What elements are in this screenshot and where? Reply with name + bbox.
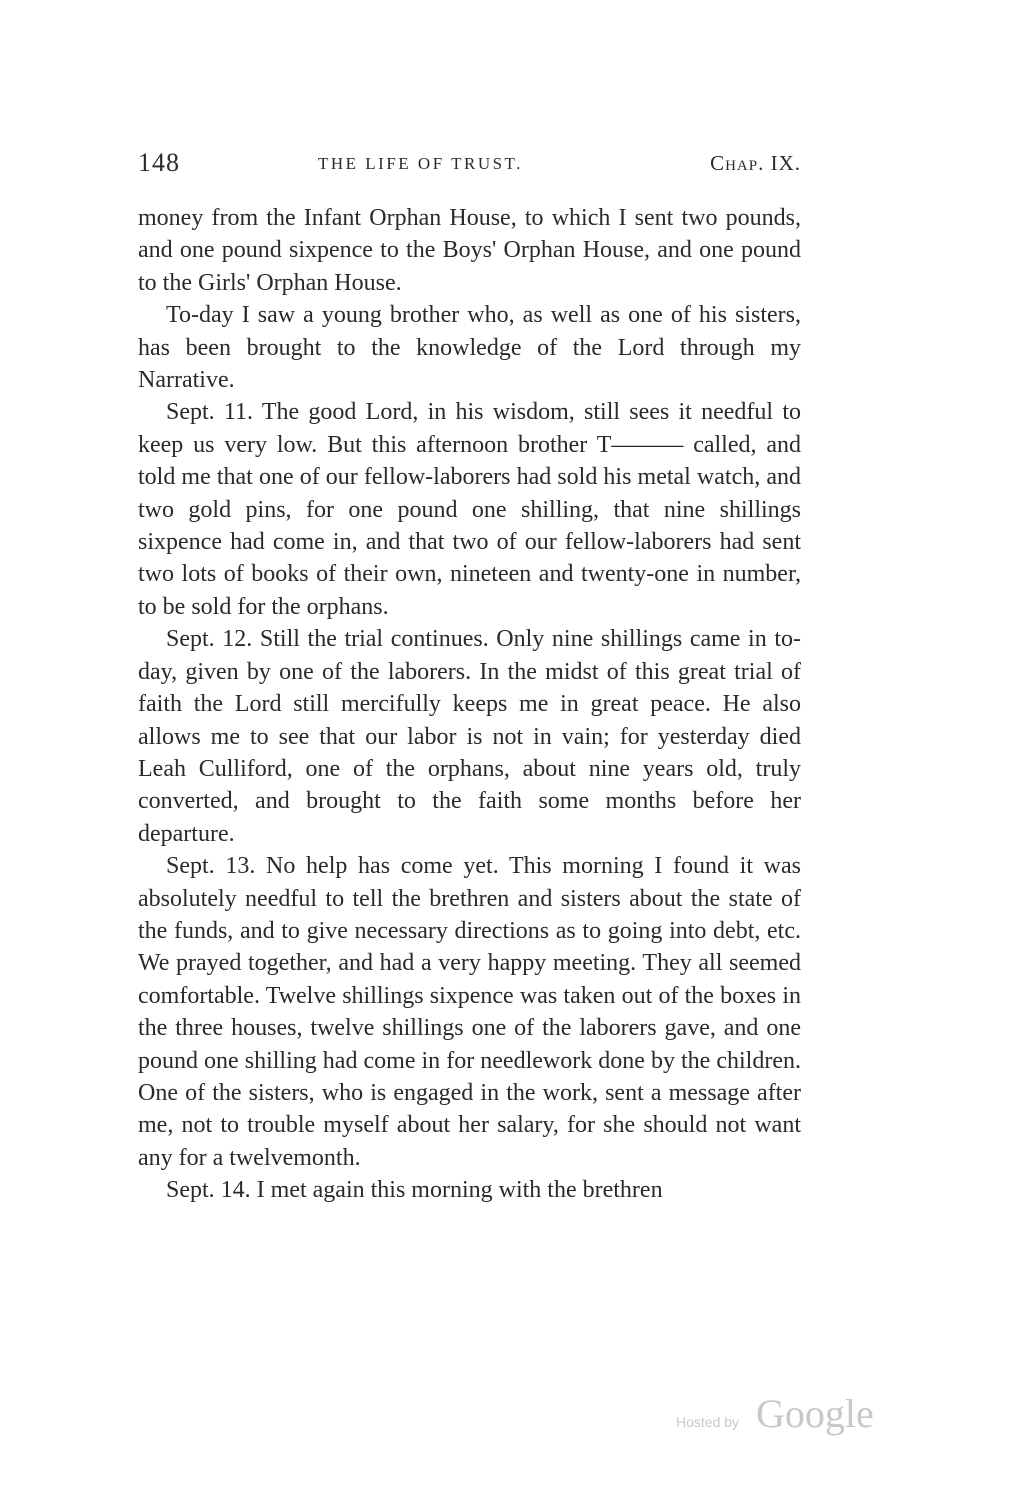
chapter-label: Chap. IX. xyxy=(710,151,801,175)
paragraph-sept-14: Sept. 14. I met again this morning with the brethren xyxy=(166,1177,663,1204)
body-text xyxy=(138,202,801,1207)
paragraph-continued: money from the Infant Orphan House, to which I sent two pounds, and one pound sixpence to the Boys' Orphan House, and one pound to the Girls' Orphan House. xyxy=(138,205,801,296)
hosted-by-watermark xyxy=(676,1390,886,1440)
watermark-hosted-text: Hosted by xyxy=(676,1414,740,1430)
paragraph-sept-12: Sept. 12. Still the trial continues. Only nine shillings came in to-day, given by one of the laborers. In the midst of this great trial of faith the Lord still mercifully keeps me in great peace. He also allows me to see that our labor is not in vain; for yesterday died Leah Culliford, one of the orphans, about nine years old, truly converted, and brought to the faith some months before her departure. xyxy=(138,626,801,847)
page-number: 148 xyxy=(138,148,180,177)
running-title: THE LIFE OF TRUST. xyxy=(318,154,523,173)
paragraph-sept-11: Sept. 11. The good Lord, in his wisdom, still sees it needful to keep us very low. But this afternoon brother T——— called, and told me that one of our fellow-laborers had sold his metal watch, and two gold pins, for one pound one shilling, that nine shillings sixpence had come in, and that two of our fellow-laborers had sent two lots of books of their own, nineteen and twenty-one in number, to be sold for the orphans. xyxy=(138,399,801,620)
paragraph: To-day I saw a young brother who, as well as one of his sisters, has been brought to the knowledge of the Lord through my Narrative. xyxy=(138,302,801,394)
page-header xyxy=(138,148,801,184)
paragraph-sept-13: Sept. 13. No help has come yet. This morning I found it was absolutely needful to tell the brethren and sisters about the state of the funds, and to give necessary directions as to going into debt, etc. We prayed together, and had a very happy meeting. They all seemed comfortable. Twelve shillings sixpence was taken out of the boxes in the three houses, twelve shillings one of the laborers gave, and one pound one shilling had come in for needlework done by the children. One of the sisters, who is engaged in the work, sent a message after me, not to trouble myself about her salary, for she should not want any for a twelvemonth. xyxy=(138,853,801,1171)
google-logo: Google xyxy=(756,1391,874,1436)
